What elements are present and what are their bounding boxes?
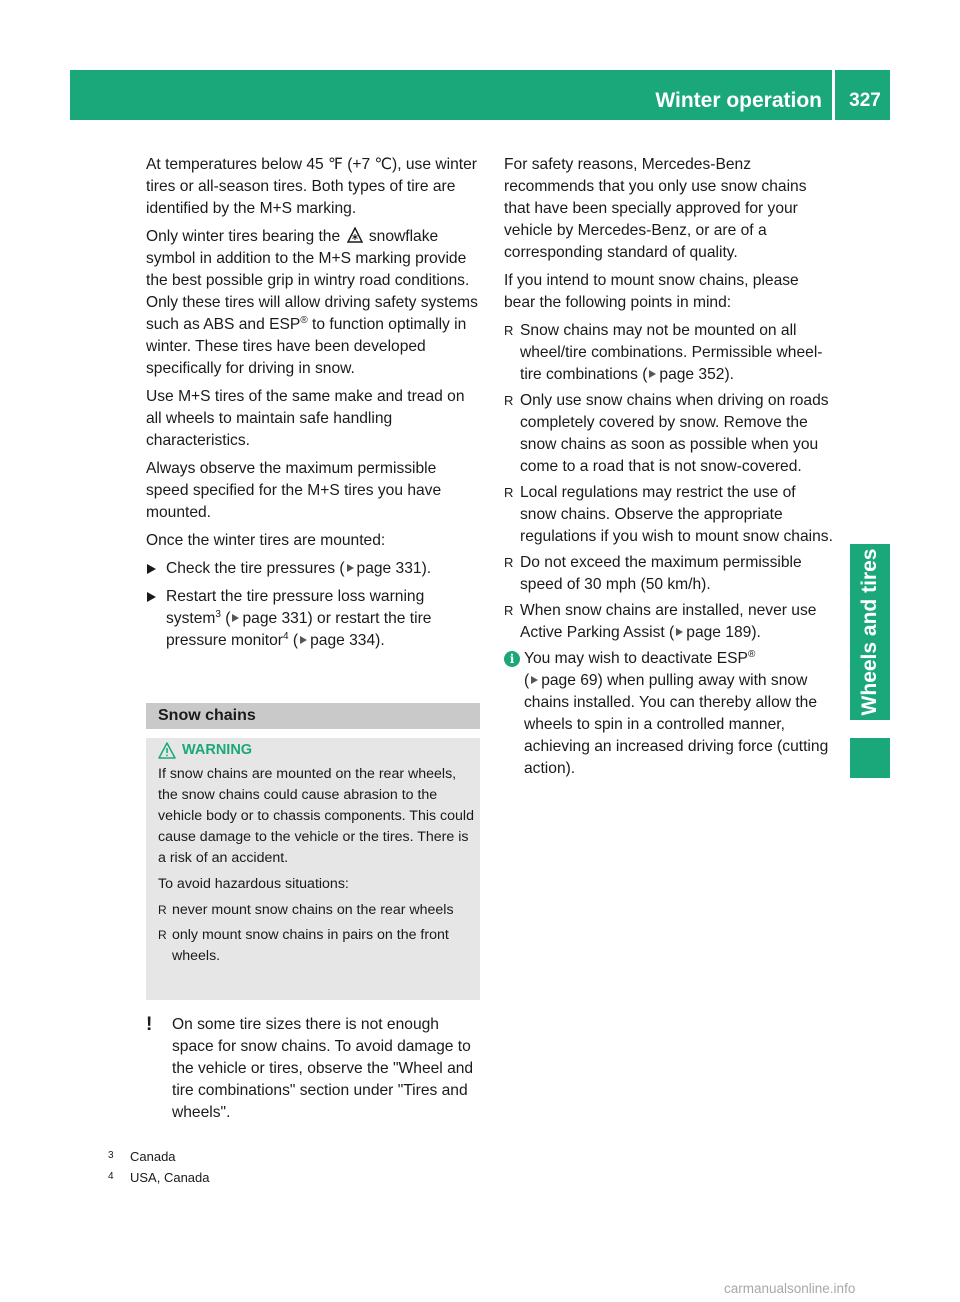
bullet-icon: R bbox=[504, 323, 514, 338]
paragraph-recommendation: For safety reasons, Mercedes-Benz recommends that you only use snow chains that have been specially approved for your vehicle by Mercedes-Benz, or are of a corresponding standard of quality. bbox=[504, 156, 807, 261]
bullet-icon: R bbox=[158, 928, 167, 942]
section-heading-snow-chains bbox=[146, 703, 480, 729]
list-item: R When snow chains are installed, never use Active Parking Assist ( page 189). bbox=[504, 602, 817, 641]
bullet-icon: R bbox=[504, 393, 514, 408]
page-link-69[interactable]: page 69 bbox=[541, 672, 598, 689]
header-divider bbox=[832, 70, 835, 120]
page-link-331[interactable]: page 331 bbox=[356, 560, 422, 577]
bullet-icon: R bbox=[504, 603, 514, 618]
list-item: R Only use snow chains when driving on roads completely covered by snow. Remove the snow chains as soon as possible when you come to a road that is not snow-covered. bbox=[504, 392, 829, 475]
exclamation-icon: ! bbox=[146, 1014, 153, 1035]
bullet-icon: R bbox=[504, 485, 514, 500]
footnotes bbox=[108, 1146, 488, 1188]
material-damage-notice bbox=[146, 1014, 480, 1124]
step-check-pressures: Check the tire pressures ( page 331). bbox=[146, 558, 480, 580]
page-link-352[interactable]: page 352 bbox=[659, 366, 725, 383]
notice-text: On some tire sizes there is not enough space for snow chains. To avoid damage to the vehicle or tires, observe the "Wheel and tire combinations" section under "Tires and wheels". bbox=[172, 1016, 474, 1121]
right-column bbox=[504, 154, 834, 780]
paragraph-temperature: At temperatures below 45 ℉ (+7 ℃), use winter tires or all-season tires. Both types of tire are identified by the M+S marking. bbox=[146, 156, 477, 217]
step-restart-warning-system: Restart the tire pressure loss warning system$^3$ ( page 331) or restart the tire pressure monitor$^4$ ( page 334). bbox=[146, 586, 480, 652]
page-header-title: Winter operation bbox=[655, 89, 822, 112]
warning-triangle-icon bbox=[158, 742, 176, 759]
step-arrow-icon bbox=[147, 564, 156, 574]
watermark: carmanualsonline.info bbox=[724, 1281, 856, 1296]
page-number: 327 bbox=[849, 90, 881, 111]
registered-mark: ® bbox=[300, 314, 308, 326]
paragraph-max-speed: Always observe the maximum permissible speed specified for the M+S tires you have mounted. bbox=[146, 460, 442, 521]
list-item: R Snow chains may not be mounted on all wheel/tire combinations. Permissible wheel-tire combinations ( page 352). bbox=[504, 322, 823, 383]
page-link-189[interactable]: page 189 bbox=[686, 624, 752, 641]
bullet-icon: R bbox=[158, 903, 167, 917]
footnote-4: 4 USA, Canada bbox=[108, 1170, 210, 1185]
page-link-334[interactable]: page 334 bbox=[310, 632, 376, 649]
page-ref-arrow-icon bbox=[300, 636, 307, 644]
warning-box bbox=[146, 738, 480, 1000]
warning-avoid-text: To avoid hazardous situations: bbox=[158, 876, 349, 892]
list-item: R Local regulations may restrict the use of snow chains. Observe the appropriate regulations if you wish to mount snow chains. bbox=[504, 484, 833, 545]
bullet-icon: R bbox=[504, 555, 514, 570]
left-column bbox=[146, 154, 480, 658]
page-ref-arrow-icon bbox=[531, 676, 538, 684]
warning-bullet: R never mount snow chains on the rear wheels bbox=[158, 900, 474, 921]
page-ref-arrow-icon bbox=[232, 614, 239, 622]
info-note: i You may wish to deactivate ESP® ( page 69) when pulling away with snow chains installed. You can thereby allow the wheels to spin in a controlled manner, achieving an increased driving force (cutting action). bbox=[504, 648, 834, 780]
chapter-marker-block bbox=[850, 738, 890, 778]
paragraph-snowflake bbox=[146, 226, 480, 380]
chapter-side-tab[interactable] bbox=[850, 544, 890, 720]
warning-bullet: R only mount snow chains in pairs on the front wheels. bbox=[158, 927, 449, 964]
warning-paragraph: If snow chains are mounted on the rear wheels, the snow chains could cause abrasion to the vehicle body or to chassis components. This could cause damage to the vehicle or the tires. There is a risk of an accident. bbox=[158, 766, 474, 866]
snowflake-mountain-icon bbox=[347, 227, 363, 243]
snowflake-text-tail: to function optimally in winter. These tires have been developed specifically for driving in snow. bbox=[146, 316, 467, 377]
registered-mark: ® bbox=[747, 648, 756, 660]
info-icon: i bbox=[504, 651, 520, 667]
paragraph-once-mounted: Once the winter tires are mounted: bbox=[146, 532, 386, 549]
snowflake-text-end: snowflake symbol in addition to the M+S marking provide the best possible grip in wintry road conditions. Only these tires will allow driving safety systems such as ABS and ESP bbox=[146, 228, 478, 333]
paragraph-same-make: Use M+S tires of the same make and tread on all wheels to maintain safe handling characteristics. bbox=[146, 388, 465, 449]
footnote-ref-3[interactable]: 3 bbox=[215, 608, 221, 620]
warning-header bbox=[158, 740, 474, 762]
chapter-side-tab-label: Wheels and tires bbox=[858, 548, 881, 716]
page-ref-arrow-icon bbox=[347, 564, 354, 572]
footnote-3: 3 Canada bbox=[108, 1149, 176, 1164]
page-link-331-b[interactable]: page 331 bbox=[242, 610, 308, 627]
section-heading-text: Snow chains bbox=[158, 707, 256, 724]
page-ref-arrow-icon bbox=[676, 628, 683, 636]
header-bar bbox=[70, 70, 890, 120]
list-item: R Do not exceed the maximum permissible speed of 30 mph (50 km/h). bbox=[504, 554, 802, 593]
warning-title: WARNING bbox=[182, 742, 253, 758]
page-ref-arrow-icon bbox=[649, 370, 656, 378]
paragraph-points-in-mind: If you intend to mount snow chains, please bear the following points in mind: bbox=[504, 272, 799, 311]
footnote-ref-4[interactable]: 4 bbox=[283, 630, 289, 642]
step-arrow-icon bbox=[147, 592, 156, 602]
snowflake-text-start: Only winter tires bearing the bbox=[146, 228, 341, 245]
